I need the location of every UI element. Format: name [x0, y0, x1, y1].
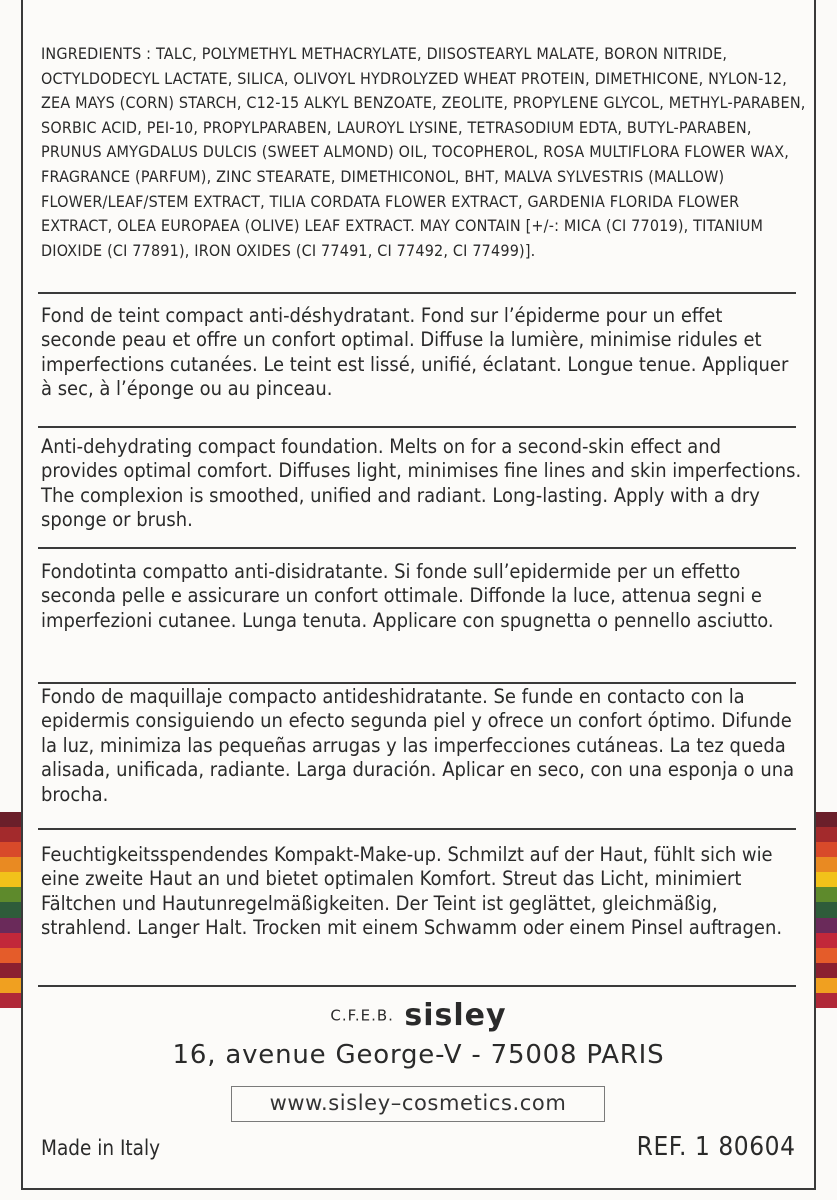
ingredients-list: INGREDIENTS : TALC, POLYMETHYL METHACRYLATE, DIISOSTEARYL MALATE, BORON NITRIDE, OCTYLDODECYL LACTATE, SILICA, OLIVOYL HYDROLYZED WHEAT PROTEIN, DIMETHICONE, NYLON-12, ZEA MAYS (CORN) STARCH, C12-15 ALKYL BENZOATE, ZEOLITE, PROPYLENE GLYCOL, METHYL-PARABEN, SORBIC ACID, PEI-10, PROPYLPARABEN, LAUROYL LYSINE, TETRASODIUM EDTA, BUTYL-PARABEN, PRUNUS AMYGDALUS DULCIS (SWEET ALMOND) OIL, TOCOPHEROL, ROSA MULTIFLORA FLOWER WAX, FRAGRANCE (PARFUM), ZINC STEARATE, DIMETHICONOL, BHT, MALVA SYLVESTRIS (MALLOW) FLOWER/LEAF/STEM EXTRACT, TILIA CORDATA FLOWER EXTRACT, GARDENIA FLORIDA FLOWER EXTRACT, OLEA EUROPAEA (OLIVE) LEAF EXTRACT. MAY CONTAIN [+/-: MICA (CI 77019), TITANIUM DIOXIDE (CI 77891), IRON OXIDES (CI 77491, CI 77492, CI 77499)]. — [41, 44, 806, 260]
color-stripe — [0, 872, 22, 887]
color-stripe — [0, 842, 22, 857]
color-stripe — [0, 812, 22, 827]
color-stripe — [815, 948, 837, 963]
description-english: Anti-dehydrating compact foundation. Melts on for a second-skin effect and provides optimal comfort. Diffuses light, minimises fine lines and skin imperfections. The complexion is smoothed, unified and radiant. Long-lasting. Apply with a dry sponge or brush. — [41, 435, 802, 532]
description-german: Feuchtigkeitsspendendes Kompakt-Make-up. Schmilzt auf der Haut, fühlt sich wie eine zweite Haut an und bietet optimalen Komfort. Streut das Licht, minimiert Fältchen und Hautunregelmäßigkeiten. Der Teint ist geglättet, gleichmäßig, strahlend. Langer Halt. Trocken mit einem Schwamm oder einem Pinsel auftragen. — [41, 843, 783, 940]
color-stripe — [815, 902, 837, 917]
company-address: 16, avenue George-V - 75008 PARIS — [172, 1040, 665, 1070]
color-stripe — [815, 993, 837, 1008]
color-stripe — [815, 887, 837, 902]
color-stripe — [0, 887, 22, 902]
company-name: C.F.E.B. — [330, 1006, 394, 1025]
color-stripe — [0, 857, 22, 872]
description-spanish: Fondo de maquillaje compacto antideshidratante. Se funde en contacto con la epidermis consiguiendo un efecto segunda piel y ofrece un confort óptimo. Difunde la luz, minimiza las pequeñas arrugas y las imperfecciones cutáneas. La tez queda alisada, unificada, radiante. Larga duración. Aplicar en seco, con una esponja o una brocha. — [41, 685, 795, 806]
divider — [38, 547, 796, 549]
right-color-stripes — [815, 812, 837, 1008]
divider — [38, 292, 796, 294]
website-box: www.sisley–cosmetics.com — [231, 1086, 605, 1122]
divider — [38, 426, 796, 428]
country-of-origin: Made in Italy — [41, 1136, 161, 1160]
divider — [38, 682, 796, 684]
color-stripe — [0, 948, 22, 963]
color-stripe — [0, 963, 22, 978]
description-french: Fond de teint compact anti-déshydratant. Fond sur l’épiderme pour un effet seconde peau et offre un confort optimal. Diffuse la lumière, minimise ridules et imperfections cutanées. Le teint est lissé, unifié, éclatant. Longue tenue. Appliquer à sec, à l’éponge ou au pinceau. — [41, 304, 789, 401]
color-stripe — [815, 933, 837, 948]
color-stripe — [0, 993, 22, 1008]
color-stripe — [0, 902, 22, 917]
ingredient-label-card — [21, 0, 816, 1190]
color-stripe — [815, 857, 837, 872]
product-reference: REF. 1 80604 — [637, 1132, 796, 1162]
color-stripe — [815, 963, 837, 978]
left-color-stripes — [0, 812, 22, 1008]
color-stripe — [815, 978, 837, 993]
divider — [38, 828, 796, 830]
color-stripe — [0, 918, 22, 933]
color-stripe — [0, 827, 22, 842]
color-stripe — [815, 842, 837, 857]
description-italian: Fondotinta compatto anti-disidratante. Si fonde sull’epidermide per un effetto seconda pelle e assicurare un confort ottimale. Diffonde la luce, attenua segni e imperfezioni cutanee. Lunga tenuta. Applicare con spugnetta o pennello asciutto. — [41, 560, 774, 632]
brand-logo: sisley — [404, 998, 507, 1033]
color-stripe — [815, 872, 837, 887]
color-stripe — [815, 918, 837, 933]
color-stripe — [0, 978, 22, 993]
divider — [38, 985, 796, 987]
color-stripe — [0, 933, 22, 948]
color-stripe — [815, 827, 837, 842]
color-stripe — [815, 812, 837, 827]
brand-line — [23, 998, 814, 1033]
